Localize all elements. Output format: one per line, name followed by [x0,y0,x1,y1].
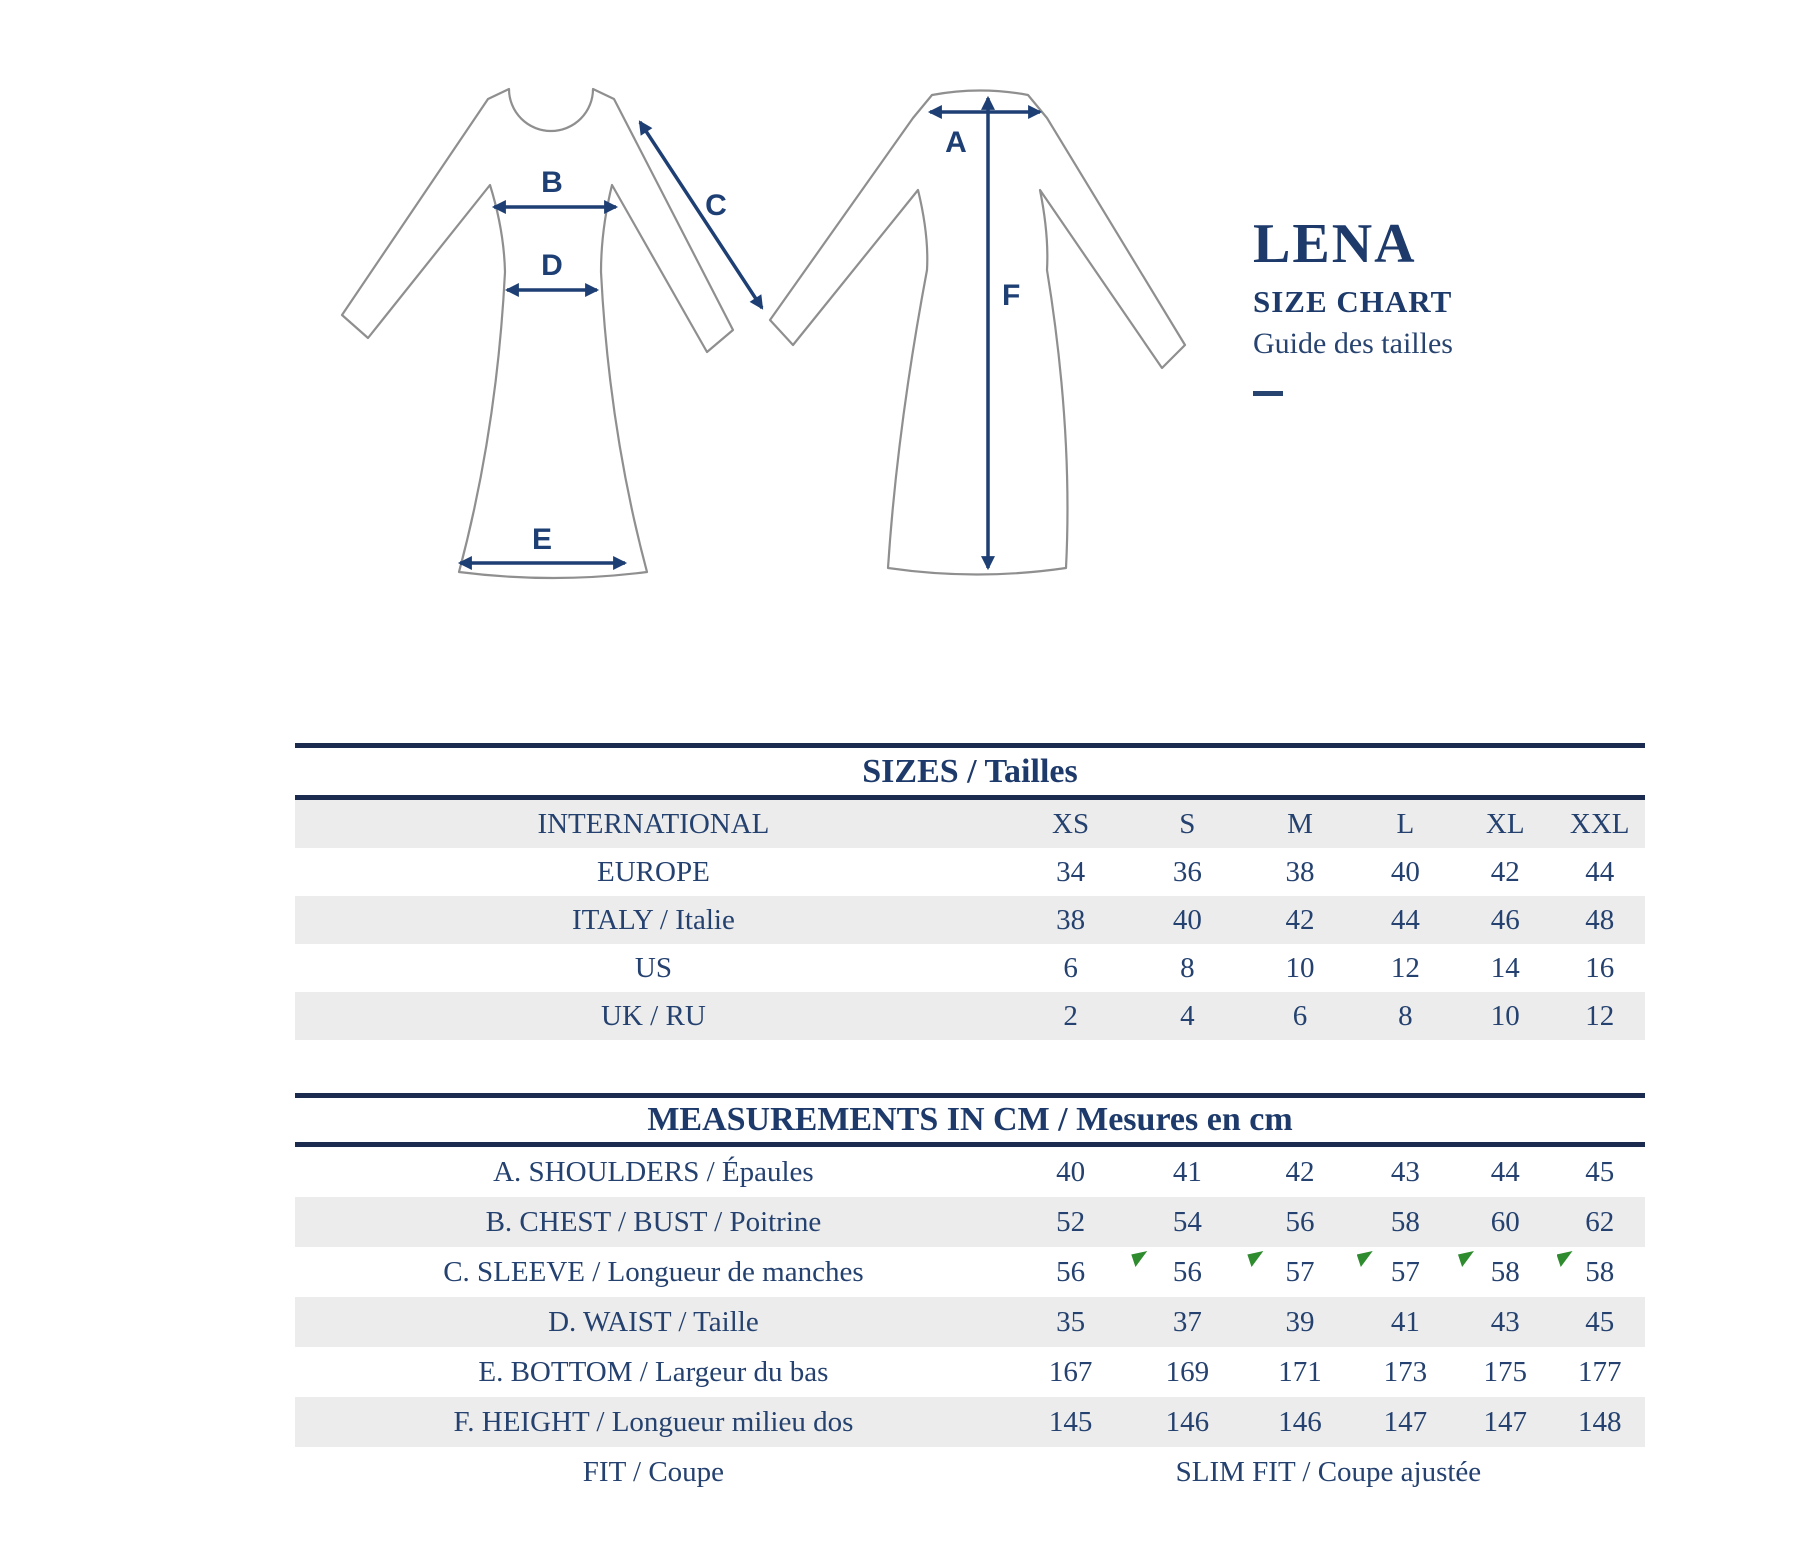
value-cell: 8 [1180,952,1195,984]
value-cell: 171 [1278,1356,1322,1388]
col-header-cell: XL [1485,808,1525,840]
row-label: INTERNATIONAL [537,808,770,840]
value-text: 57 [1285,1256,1315,1288]
row-label: F. HEIGHT / Longueur milieu dos [453,1406,854,1438]
value-cell: 38 [1285,856,1315,888]
back-dress-outline [770,91,1185,575]
value-cell: 41 [1390,1306,1420,1338]
size-row-uk-ru [295,992,1645,1040]
value-cell [1129,1247,1245,1297]
value-cell: 45 [1585,1156,1615,1188]
row-label: EUROPE [597,856,710,888]
value-cell [1456,1247,1555,1297]
col-header-cell: XXL [1569,808,1630,840]
value-cell: 40 [1056,1156,1086,1188]
value-cell: 147 [1483,1406,1527,1438]
col-header-cell: M [1287,808,1313,840]
size-row-us [295,944,1645,992]
measurement-row-sleeve [295,1247,1645,1297]
value-cell: 40 [1390,856,1420,888]
page-title: SIZE CHART [1253,284,1453,319]
row-label: US [634,952,672,984]
value-cell [1245,1247,1354,1297]
value-cell: 175 [1483,1356,1527,1388]
value-cell: 146 [1165,1406,1210,1438]
value-cell: 44 [1585,856,1615,888]
divider-dash [1253,391,1283,396]
value-cell: 10 [1490,1000,1520,1032]
value-cell: 42 [1285,1156,1315,1188]
measurements-table-title: MEASUREMENTS IN CM / Mesures en cm [647,1101,1293,1138]
value-cell: 46 [1490,904,1520,936]
value-cell: 42 [1285,904,1315,936]
col-header-cell: XS [1052,808,1090,840]
value-cell: 42 [1490,856,1520,888]
value-cell: 173 [1383,1356,1428,1388]
size-row-europe [295,848,1645,896]
value-cell: 44 [1490,1156,1520,1188]
size-header-row [295,800,1645,848]
value-cell: 40 [1172,904,1202,936]
measure-label-a: A [945,126,967,159]
value-cell: 48 [1585,904,1615,936]
value-cell: 58 [1390,1206,1420,1238]
value-text: 58 [1585,1256,1615,1288]
brand-block [1253,213,1453,396]
row-label: UK / RU [601,1000,706,1032]
value-cell: 34 [1056,856,1086,888]
value-cell: 44 [1390,904,1420,936]
measurement-row-chest [295,1197,1645,1247]
value-cell: 167 [1048,1356,1093,1388]
value-cell [1555,1247,1645,1297]
row-label: A. SHOULDERS / Épaules [493,1156,814,1188]
value-cell: 45 [1585,1306,1615,1338]
value-cell: 36 [1172,856,1202,888]
value-cell: 6 [1063,952,1078,984]
page-subtitle: Guide des tailles [1253,327,1453,360]
value-cell: 145 [1048,1406,1093,1438]
value-cell: 56 [1056,1256,1086,1288]
value-cell: 6 [1292,1000,1308,1032]
value-cell: 147 [1383,1406,1428,1438]
sizes-table-title: SIZES / Tailles [862,753,1078,790]
value-cell: 12 [1390,952,1420,984]
measurement-row-shoulders [295,1147,1645,1197]
front-dress-outline [342,89,733,578]
value-cell: 2 [1063,1000,1078,1032]
value-cell: 169 [1165,1356,1210,1388]
fit-row [295,1447,1645,1497]
value-cell: 38 [1056,904,1086,936]
dress-diagrams [0,0,1800,660]
value-cell: 16 [1585,952,1615,984]
value-cell: 37 [1172,1306,1202,1338]
green-flag-icon [1458,1251,1474,1267]
value-cell: 14 [1490,952,1520,984]
value-cell: 4 [1180,1000,1195,1032]
value-cell: 56 [1285,1206,1315,1238]
green-flag-icon [1247,1251,1263,1267]
measure-label-e: E [531,523,553,556]
measurement-row-height [295,1397,1645,1447]
value-cell: 43 [1490,1306,1520,1338]
row-label: E. BOTTOM / Largeur du bas [478,1356,829,1388]
green-flag-icon [1131,1251,1147,1267]
value-cell: 43 [1390,1156,1420,1188]
sizes-table [295,743,1645,1040]
value-text: 58 [1490,1256,1520,1288]
value-cell: 10 [1285,952,1315,984]
fit-value: SLIM FIT / Coupe ajustée [1175,1456,1482,1488]
measure-label-f: F [1002,279,1021,312]
row-label: FIT / Coupe [582,1456,725,1488]
measurement-row-waist [295,1297,1645,1347]
value-cell: 62 [1585,1206,1615,1238]
value-cell: 35 [1056,1306,1086,1338]
value-cell: 148 [1577,1406,1622,1438]
col-header-cell: L [1396,808,1415,840]
value-cell: 41 [1172,1156,1202,1188]
measure-label-c: C [705,189,727,222]
value-cell: 60 [1490,1206,1520,1238]
measure-label-b: B [541,166,563,199]
product-name: LENA [1253,213,1417,275]
measure-label-d: D [541,249,563,282]
value-cell: 8 [1398,1000,1413,1032]
measurement-row-bottom [295,1347,1645,1397]
value-cell: 54 [1172,1206,1202,1238]
row-label: D. WAIST / Taille [548,1306,759,1338]
value-cell: 39 [1285,1306,1315,1338]
green-flag-icon [1557,1251,1573,1267]
value-cell [1355,1247,1456,1297]
value-cell: 146 [1278,1406,1322,1438]
row-label: ITALY / Italie [572,904,735,936]
value-cell: 12 [1585,1000,1615,1032]
green-flag-icon [1357,1251,1373,1267]
size-row-italy [295,896,1645,944]
value-cell: 177 [1577,1356,1622,1388]
measurements-table [295,1093,1645,1497]
value-text: 56 [1172,1256,1202,1288]
value-cell: 52 [1056,1206,1086,1238]
col-header-cell: S [1179,808,1196,840]
row-label: B. CHEST / BUST / Poitrine [485,1206,822,1238]
row-label: C. SLEEVE / Longueur de manches [443,1256,864,1288]
value-text: 57 [1390,1256,1420,1288]
